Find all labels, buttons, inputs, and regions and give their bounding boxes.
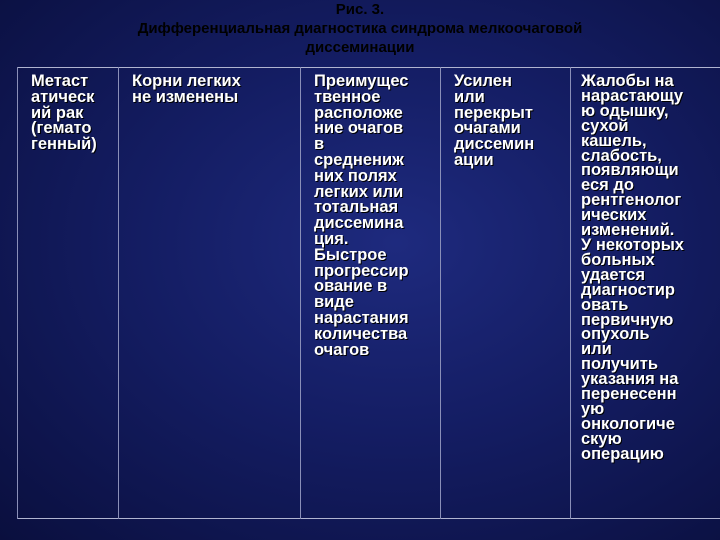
table-cell-complaints: Жалобы на нарастающу ю одышку, сухой кашель, слабость, появляющи еся до рентгенолог ических изменений. У некоторых больных удается диагностир овать первичную опухоль или получить указания на перенесенн ую онкологиче скую операцию <box>571 68 720 519</box>
table-cell-roots: Корни легких не изменены <box>119 68 301 519</box>
title-line: диссеминации <box>305 39 415 56</box>
diagnosis-table <box>17 67 720 519</box>
table-cell-location: Преимущес твенное расположе ние очагов в среднениж них полях легких или тотальная диссемина ция. Быстрое прогрессир ование в виде нарастания количества очагов <box>301 68 441 519</box>
figure-number: Рис. 3. <box>335 1 385 18</box>
slide-title <box>0 0 720 57</box>
table-row <box>18 68 720 519</box>
table-cell-disease: Метаст атическ ий рак (гемато генный) <box>18 68 119 519</box>
table-cell-pattern: Усилен или перекрыт очагами диссемин ации <box>441 68 571 519</box>
title-line: Дифференциальная диагностика синдрома мелкоочаговой <box>137 20 583 37</box>
